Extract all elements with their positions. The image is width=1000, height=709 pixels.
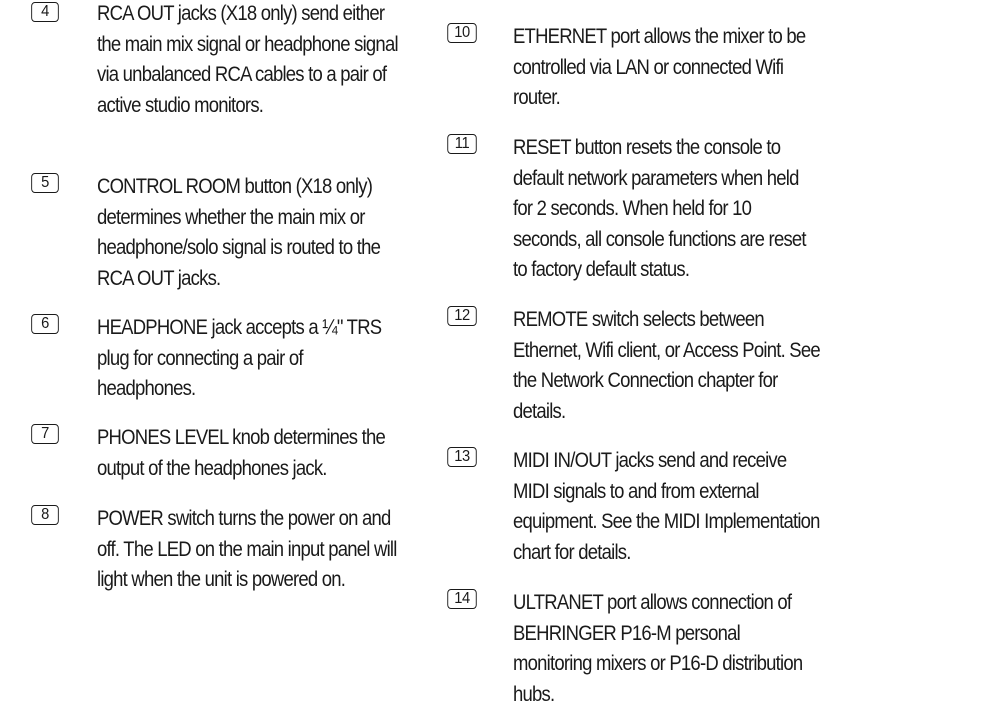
item-number-badge: 5: [31, 173, 59, 193]
item-number-badge: 4: [31, 2, 59, 22]
item-number-badge: 8: [31, 505, 59, 525]
item-number-badge: 10: [447, 23, 476, 43]
item-description: POWER switch turns the power on and off. The LED on the main input panel will light when the unit is powered on.: [97, 506, 397, 591]
item-number-badge: 12: [447, 306, 476, 326]
item-number-badge: 13: [447, 447, 476, 467]
item-description: RESET button resets the console to default network parameters when held for 2 seconds. When held for 10 seconds, all console functions are reset to factory default status.: [513, 135, 806, 281]
item-description: ETHERNET port allows the mixer to be controlled via LAN or connected Wifi router.: [513, 24, 806, 109]
item-description: PHONES LEVEL knob determines the output of the headphones jack.: [97, 425, 386, 480]
item-description: CONTROL ROOM button (X18 only) determines whether the main mix or headphone/solo signal is routed to the RCA OUT jacks.: [97, 174, 381, 290]
item-description: HEADPHONE jack accepts a ¼" TRS plug for connecting a pair of headphones.: [97, 315, 382, 400]
item-description: ULTRANET port allows connection of BEHRINGER P16-M personal monitoring mixers or P16-D distribution hubs.: [513, 590, 803, 706]
item-description: MIDI IN/OUT jacks send and receive MIDI signals to and from external equipment. See the MIDI Implementation chart for details.: [513, 448, 820, 564]
item-number-badge: 14: [447, 589, 476, 609]
item-number-badge: 7: [31, 424, 59, 444]
item-description: REMOTE switch selects between Ethernet, Wifi client, or Access Point. See the Network Connection chapter for details.: [513, 307, 820, 423]
item-number-badge: 6: [31, 314, 59, 334]
item-description: RCA OUT jacks (X18 only) send either the main mix signal or headphone signal via unbalanced RCA cables to a pair of active studio monitors.: [97, 1, 398, 117]
item-number-badge: 11: [447, 134, 476, 154]
